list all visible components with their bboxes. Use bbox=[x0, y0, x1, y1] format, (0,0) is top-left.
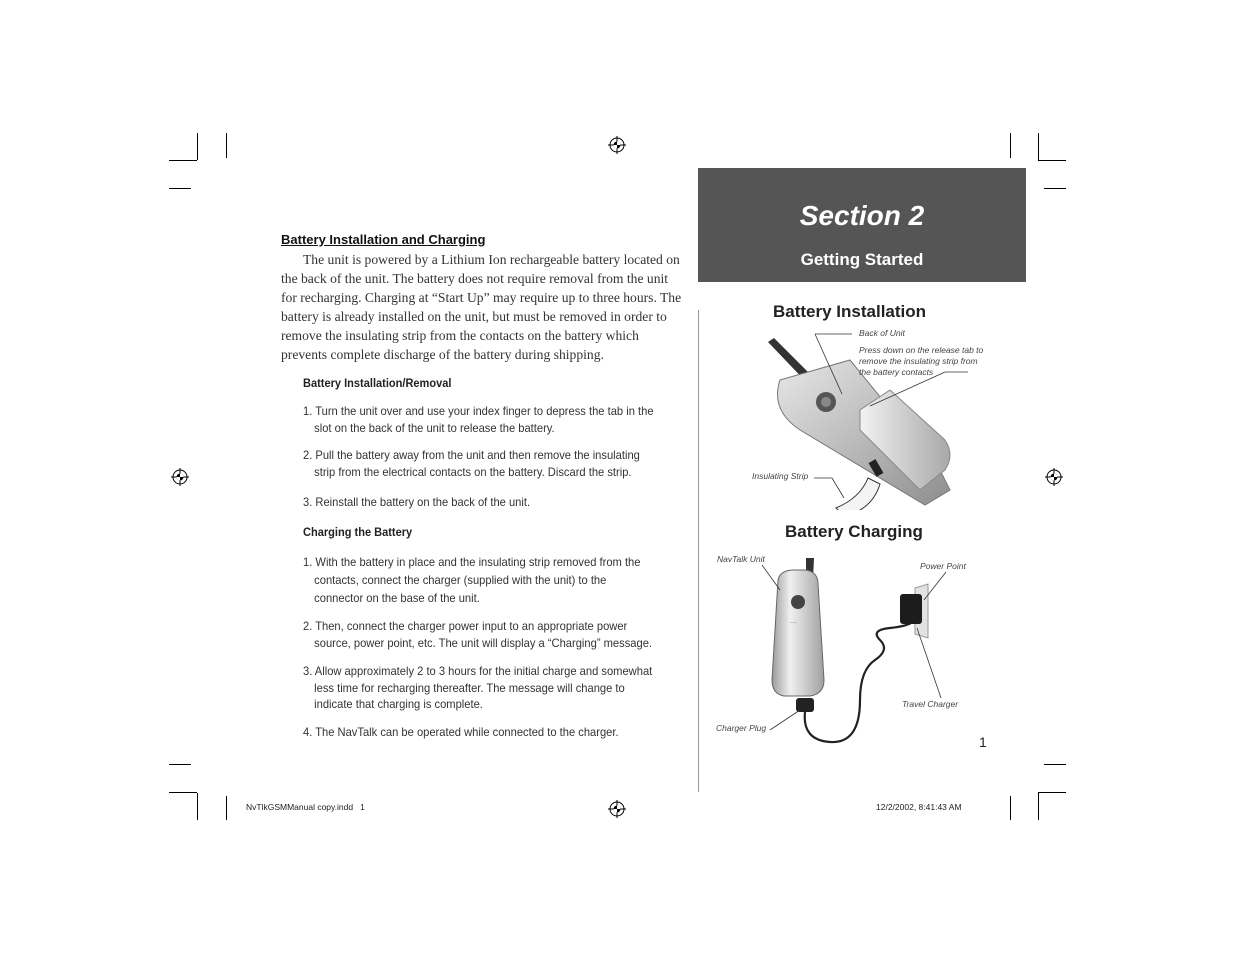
crop-mark bbox=[169, 160, 197, 161]
page-number: 1 bbox=[979, 734, 987, 750]
label-press-down: the battery contacts bbox=[859, 367, 934, 377]
label-back-of-unit: Back of Unit bbox=[859, 328, 905, 338]
crop-mark bbox=[1038, 793, 1039, 820]
crop-mark bbox=[1010, 133, 1011, 158]
crop-mark bbox=[1038, 792, 1066, 793]
section-banner bbox=[698, 168, 1026, 282]
figure-title-installation: Battery Installation bbox=[773, 302, 927, 321]
slug-filename: NvTlkGSMManual copy.indd 1 bbox=[246, 802, 365, 812]
crop-mark bbox=[169, 188, 191, 189]
charge-step: 4. The NavTalk can be operated while connected to the charger. bbox=[303, 725, 619, 739]
crop-mark bbox=[169, 764, 191, 765]
charge-step: 1. With the battery in place and the insulating strip removed from the contacts, connect the charger (supplied with the unit) to the connector on the base of the unit. bbox=[303, 555, 641, 605]
registration-mark-icon bbox=[171, 468, 189, 486]
label-travel-charger: Travel Charger bbox=[902, 699, 959, 709]
label-press-down: remove the insulating strip from bbox=[859, 356, 978, 366]
charge-step: 2. Then, connect the charger power input to an appropriate power source, power point, etc. The unit will display a “Charging” message. bbox=[303, 619, 653, 650]
label-insulating-strip: Insulating Strip bbox=[752, 471, 809, 481]
crop-mark bbox=[1044, 764, 1066, 765]
section-subtitle: Getting Started bbox=[800, 250, 924, 269]
install-step: 1. Turn the unit over and use your index finger to depress the tab in the slot on the back of the unit to release the battery. bbox=[303, 404, 654, 435]
install-step: 3. Reinstall the battery on the back of the unit. bbox=[303, 495, 531, 509]
figure-title-charging: Battery Charging bbox=[785, 522, 923, 541]
section-title: Section 2 bbox=[799, 200, 925, 231]
charge-step: 3. Allow approximately 2 to 3 hours for the initial charge and somewhat less time for recharging thereafter. The message will change to indicate that charging is complete. bbox=[303, 664, 653, 711]
crop-mark bbox=[197, 133, 198, 160]
label-press-down: Press down on the release tab to bbox=[859, 345, 984, 355]
label-charger-plug: Charger Plug bbox=[716, 723, 767, 733]
crop-mark bbox=[226, 796, 227, 820]
gutter-line bbox=[698, 310, 699, 792]
crop-mark bbox=[1038, 133, 1039, 160]
registration-mark-icon bbox=[1045, 468, 1063, 486]
crop-mark bbox=[226, 133, 227, 158]
label-power-point: Power Point bbox=[920, 561, 966, 571]
slug-timestamp: 12/2/2002, 8:41:43 AM bbox=[876, 802, 962, 812]
svg-text:~~~: ~~~ bbox=[790, 620, 798, 625]
battery-charging-illustration bbox=[710, 550, 990, 750]
install-heading: Battery Installation/Removal bbox=[303, 376, 452, 390]
crop-mark bbox=[1044, 188, 1066, 189]
crop-mark bbox=[1010, 796, 1011, 820]
charge-heading: Charging the Battery bbox=[303, 525, 413, 539]
intro-paragraph: The unit is powered by a Lithium Ion rechargeable battery located on the back of the unit. The battery does not require removal from the unit for recharging. Charging at “Start Up” may require up to three hours. The battery is already installed on the unit, but must be removed in order to remove the insulating strip from the contacts on the battery which prevents complete discharge of the battery during shipping. bbox=[281, 252, 682, 362]
label-navtalk-unit: NavTalk Unit bbox=[717, 554, 765, 564]
install-step: 2. Pull the battery away from the unit and then remove the insulating strip from the electrical contacts on the battery. Discard the strip. bbox=[303, 448, 640, 479]
section-heading: Battery Installation and Charging bbox=[281, 232, 486, 247]
crop-mark bbox=[1038, 160, 1066, 161]
crop-mark bbox=[169, 792, 197, 793]
crop-mark bbox=[197, 793, 198, 820]
registration-mark-icon bbox=[608, 136, 626, 154]
registration-mark-icon bbox=[608, 800, 626, 818]
